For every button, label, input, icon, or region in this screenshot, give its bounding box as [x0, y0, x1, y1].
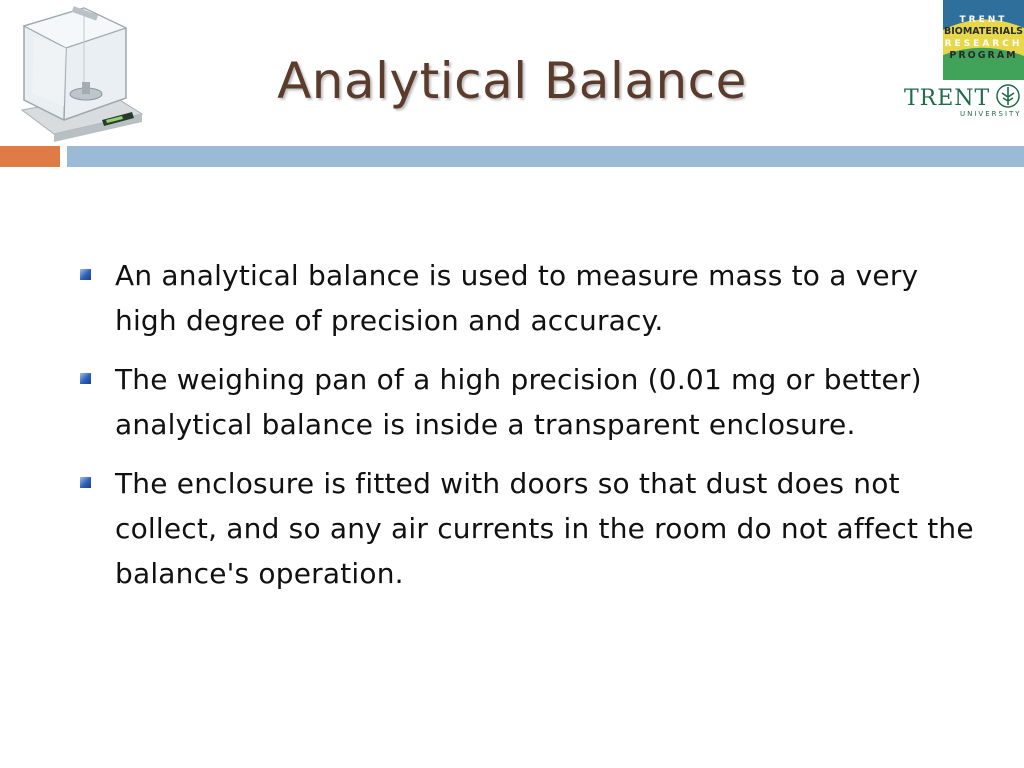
brp-line-1: TRENT — [959, 15, 1008, 25]
brp-line-4: PROGRAM — [949, 50, 1018, 61]
accent-bar-blue — [67, 146, 1024, 167]
bullet-item-3 — [78, 461, 978, 596]
square-bullet-icon — [80, 477, 91, 488]
bullet-text: The weighing pan of a high precision (0.01 mg or better) analytical balance is inside a transparent enclosure. — [115, 363, 922, 441]
accent-bar-orange — [0, 146, 60, 167]
trent-wordmark: TRENT — [904, 86, 991, 111]
slide-title: Analytical Balance — [277, 52, 747, 110]
bullet-item-1 — [78, 253, 978, 343]
trent-university-logo — [904, 82, 1020, 122]
square-bullet-icon — [80, 269, 91, 280]
brp-line-3: RESEARCH — [944, 39, 1023, 49]
trent-university-text: UNIVERSITY — [960, 110, 1022, 118]
bullet-text: The enclosure is fitted with doors so that dust does not collect, and so any air currents in the room do not affect the balance's operation. — [115, 467, 974, 590]
trent-emblem-icon — [996, 84, 1020, 108]
square-bullet-icon — [80, 373, 91, 384]
bullet-list — [78, 253, 978, 610]
trent-biomaterials-logo — [943, 0, 1024, 80]
brp-line-2: BIOMATERIALS — [944, 26, 1023, 37]
bullet-item-2 — [78, 357, 978, 447]
bullet-text: An analytical balance is used to measure mass to a very high degree of precision and accuracy. — [115, 259, 919, 337]
